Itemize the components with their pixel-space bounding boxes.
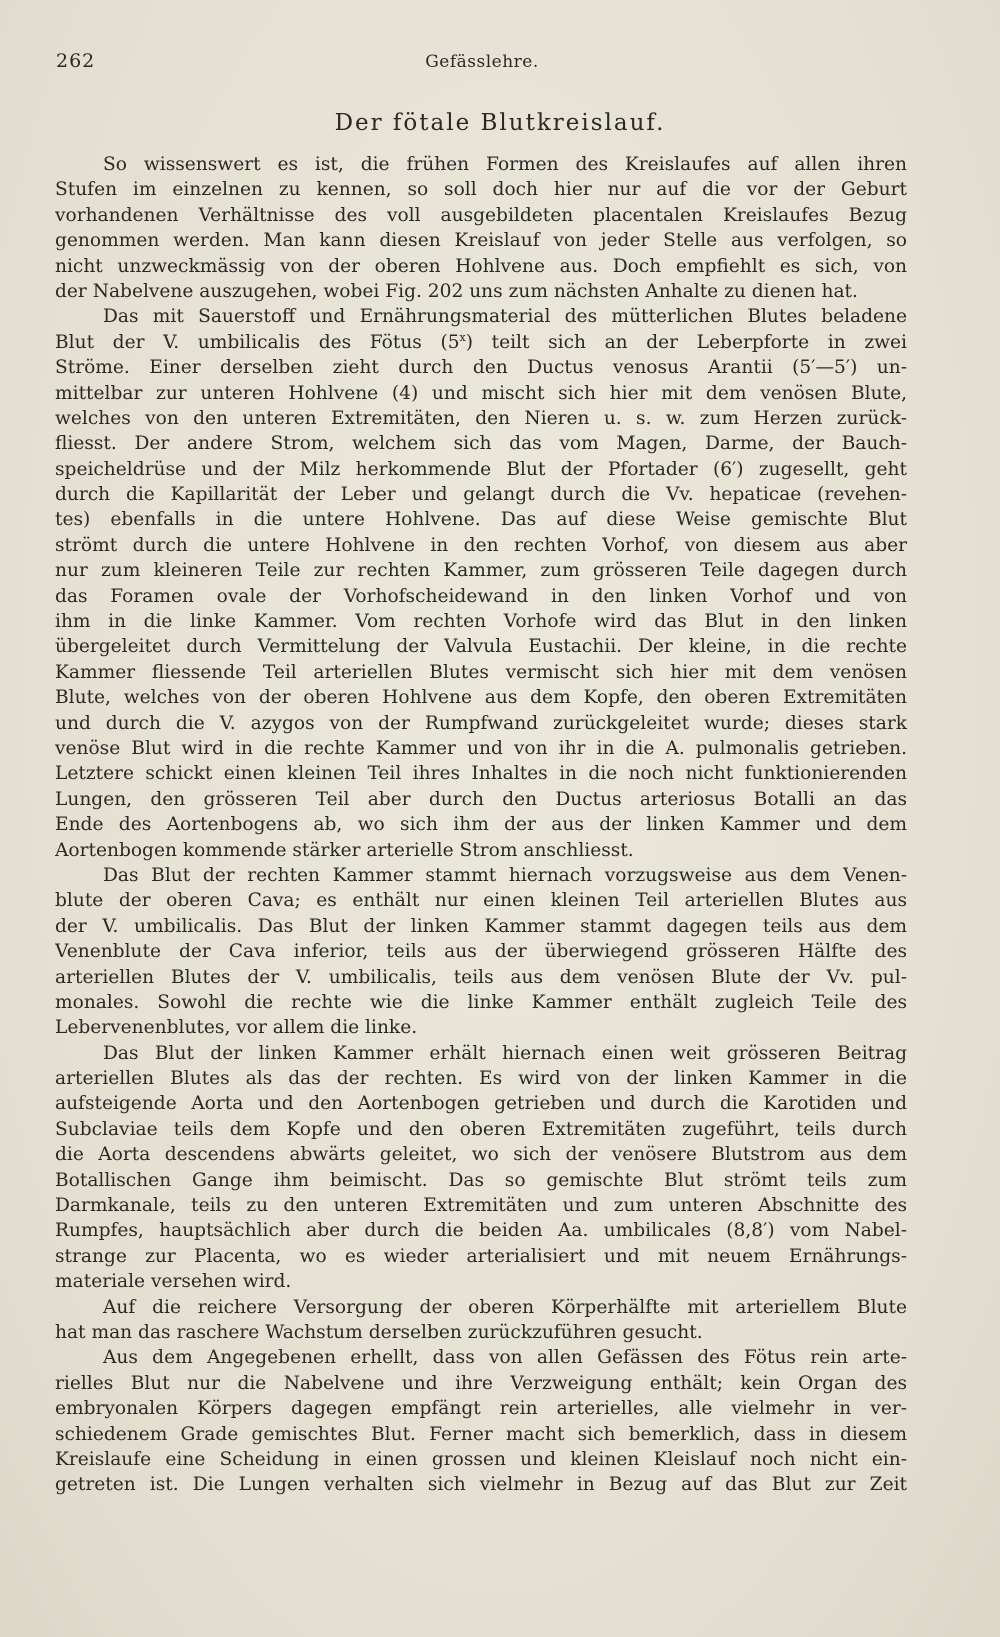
text-line: mittelbar zur unteren Hohlvene (4) und mischt sich hier mit dem venösen Blute, [55,382,907,404]
paragraph [55,304,907,863]
text-line: speicheldrüse und der Milz herkommende Blut der Pfortader (6′) zugesellt, geht [55,458,907,480]
running-title: Gefässlehre. [425,52,539,72]
text-line: genommen werden. Man kann diesen Kreislauf von jeder Stelle aus verfolgen, so [55,230,907,252]
paragraph [55,1041,907,1295]
text-line: schiedenem Grade gemischtes Blut. Ferner macht sich bemerklich, dass in diesem [55,1423,907,1445]
text-line: Das Blut der linken Kammer erhält hiernach einen weit grösseren Beitrag [103,1042,907,1064]
text-line: nicht unzweckmässig von der oberen Hohlvene aus. Doch empfiehlt es sich, von [55,255,907,277]
text-line: materiale versehen wird. [55,1271,292,1293]
text-line: Aus dem Angegebenen erhellt, dass von allen Gefässen des Fötus rein arte- [103,1347,907,1369]
paragraph [55,152,907,304]
text-line: monales. Sowohl die rechte wie die linke Kammer enthält zugleich Teile des [55,991,907,1013]
text-line: fliesst. Der andere Strom, welchem sich das vom Magen, Darme, der Bauch- [55,433,907,455]
paragraph [55,863,907,1041]
text-line: vorhandenen Verhältnisse des voll ausgebildeten placentalen Kreislaufes Bezug [55,204,907,226]
text-line: Lebervenenblutes, vor allem die linke. [55,1017,418,1039]
text-line: arteriellen Blutes der V. umbilicalis, teils aus dem venösen Blute der Vv. pul- [55,966,907,988]
section-heading: Der fötale Blutkreislauf. [334,110,666,136]
text-line: hat man das raschere Wachstum derselben zurückzuführen gesucht. [55,1321,703,1343]
text-line: rielles Blut nur die Nabelvene und ihre Verzweigung enthält; kein Organ des [55,1372,907,1394]
text-fragment: ) teilt sich an der Leberpforte in zwei [465,331,907,353]
text-line: Venenblute der Cava inferior, teils aus der überwiegend grösseren Hälfte des [55,941,907,963]
text-line: Rumpfes, hauptsächlich aber durch die beiden Aa. umbilicales (8,8′) vom Nabel- [55,1220,907,1242]
text-line: Das Blut der rechten Kammer stammt hiernach vorzugsweise aus dem Venen- [103,864,907,886]
text-line: Stufen im einzelnen zu kennen, so soll doch hier nur auf die vor der Geburt [55,179,907,201]
text-line: Das mit Sauerstoff und Ernährungsmaterial des mütterlichen Blutes beladene [103,306,907,328]
text-line: Subclaviae teils dem Kopfe und den oberen Extremitäten zugeführt, teils durch [55,1118,907,1140]
text-line: venöse Blut wird in die rechte Kammer und von ihr in die A. pulmonalis getrieben. [55,737,907,759]
text-line: Kammer fliessende Teil arteriellen Blutes vermischt sich hier mit dem venösen [55,661,907,683]
text-line: nur zum kleineren Teile zur rechten Kammer, zum grösseren Teile dagegen durch [55,560,907,582]
text-line: Lungen, den grösseren Teil aber durch den Ductus arteriosus Botalli an das [55,788,907,810]
text-line: das Foramen ovale der Vorhofscheidewand in den linken Vorhof und von [55,585,907,607]
text-line: blute der oberen Cava; es enthält nur einen kleinen Teil arteriellen Blutes aus [55,890,907,912]
text-line: Kreislaufe eine Scheidung in einen grossen und kleinen Kleislauf noch nicht ein- [55,1448,907,1470]
text-line: Ende des Aortenbogens ab, wo sich ihm der aus der linken Kammer und dem [55,814,907,836]
text-line: strömt durch die untere Hohlvene in den rechten Vorhof, von diesem aus aber [55,534,907,556]
paragraph [55,1295,907,1346]
text-line: Letztere schickt einen kleinen Teil ihres Inhaltes in die noch nicht funktionierenden [55,763,907,785]
page-number: 262 [56,50,96,72]
text-line: übergeleitet durch Vermittelung der Valvula Eustachii. Der kleine, in die rechte [55,636,907,658]
text-line: und durch die V. azygos von der Rumpfwand zurückgeleitet wurde; dieses stark [55,712,907,734]
running-head [56,50,908,80]
text-line: Aortenbogen kommende stärker arterielle Strom anschliesst. [55,839,634,861]
text-line: So wissenswert es ist, die frühen Formen des Kreislaufes auf allen ihren [103,154,907,175]
superscript: x [459,330,466,344]
text-line: Ströme. Einer derselben zieht durch den Ductus venosus Arantii (5′—5′) un- [55,357,907,379]
text-line: ihm in die linke Kammer. Vom rechten Vorhofe wird das Blut in den linken [55,611,907,633]
body-text [55,152,907,1498]
text-line: die Aorta descendens abwärts geleitet, wo sich der venösere Blutstrom aus dem [55,1144,907,1166]
text-line: getreten ist. Die Lungen verhalten sich vielmehr in Bezug auf das Blut zur Zeit [55,1474,907,1496]
text-line: Blute, welches von der oberen Hohlvene aus dem Kopfe, den oberen Extremitäten [55,687,907,709]
text-line: embryonalen Körpers dagegen empfängt rein arterielles, alle vielmehr in ver- [55,1398,907,1420]
text-line [55,330,907,355]
text-line: tes) ebenfalls in die untere Hohlvene. Das auf diese Weise gemischte Blut [55,509,907,531]
text-line: der Nabelvene auszugehen, wobei Fig. 202 uns zum nächsten Anhalte zu dienen hat. [55,280,858,302]
text-line: strange zur Placenta, wo es wieder arterialisiert und mit neuem Ernährungs- [55,1245,907,1267]
text-line: Auf die reichere Versorgung der oberen Körperhälfte mit arteriellem Blute [103,1296,907,1318]
text-fragment: Blut der V. umbilicalis des Fötus (5 [55,331,460,353]
paragraph [55,1345,907,1497]
text-line: Darmkanale, teils zu den unteren Extremitäten und zum unteren Abschnitte des [55,1195,907,1217]
text-line: durch die Kapillarität der Leber und gelangt durch die Vv. hepaticae (revehen- [55,484,907,506]
text-line: Botallischen Gange ihm beimischt. Das so gemischte Blut strömt teils zum [55,1169,907,1191]
text-line: aufsteigende Aorta und den Aortenbogen getrieben und durch die Karotiden und [55,1093,907,1115]
text-line: welches von den unteren Extremitäten, den Nieren u. s. w. zum Herzen zurück- [55,407,907,429]
text-line: der V. umbilicalis. Das Blut der linken Kammer stammt dagegen teils aus dem [55,915,907,937]
text-line: arteriellen Blutes als das der rechten. Es wird von der linken Kammer in die [55,1068,907,1090]
